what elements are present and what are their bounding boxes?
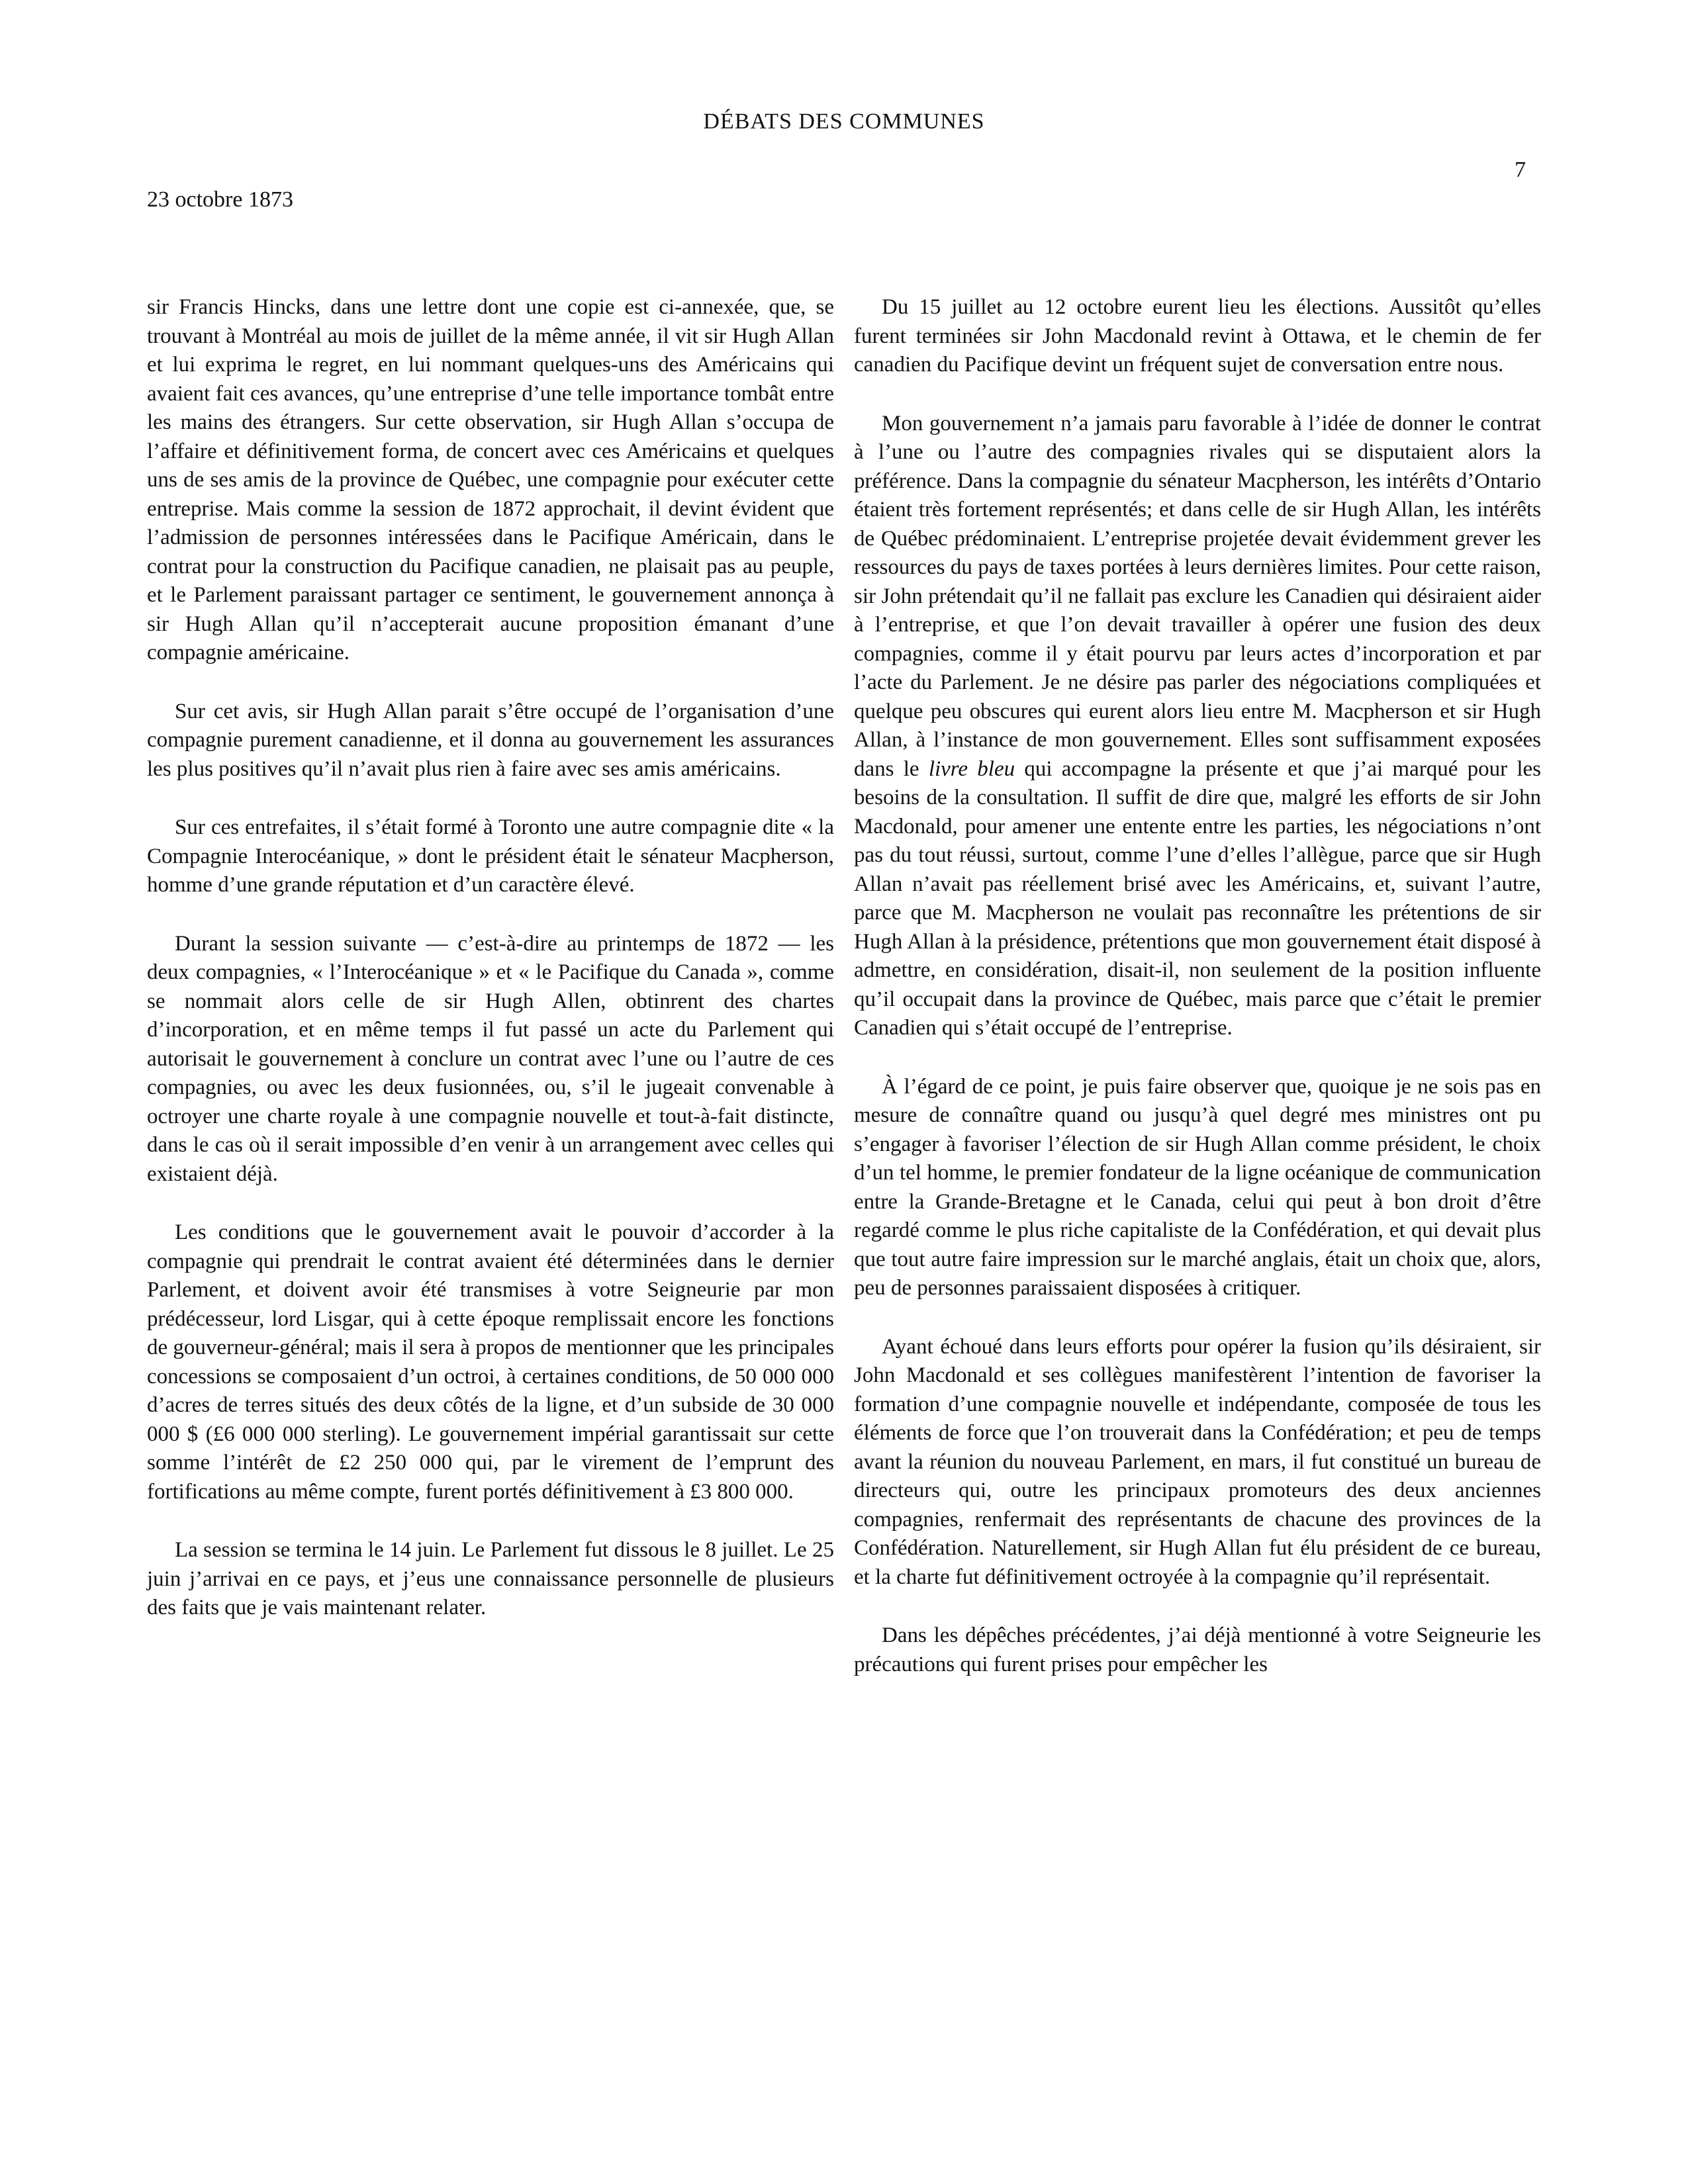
paragraph: À l’égard de ce point, je puis faire observer que, quoique je ne sois pas en mesure de connaître quand ou jusqu’à quel degré mes ministres ont pu s’engager à favoriser l’élection de sir Hugh Allan comme président, le choix d’un tel homme, le premier fondateur de la ligne océanique de communication entre la Grande-Bretagne et le Canada, celui qui peut à bon droit d’être regardé comme le plus riche capitaliste de la Confédération, et qui devait plus que tout autre faire impression sur le marché anglais, était un choix que, alors, peu de personnes paraissaient disposées à critiquer. — [854, 1074, 1541, 1300]
paragraph: Sur cet avis, sir Hugh Allan parait s’être occupé de l’organisation d’une compagnie purement canadienne, et il donna au gouvernement les assurances les plus positives qu’il n’avait plus rien à faire avec ses amis américains. — [147, 699, 834, 781]
paragraph: Sur ces entrefaites, il s’était formé à Toronto une autre compagnie dite « la Compagnie Interocéanique, » dont le président était le sénateur Macpherson, homme d’une grande réputation et d’un caractère élevé. — [147, 815, 834, 897]
left-column — [147, 293, 834, 1653]
paragraph-text: Mon gouvernement n’a jamais paru favorable à l’idée de donner le contrat à l’une ou l’autre des compagnies rivales qui se disputaient alors la préférence. Dans la compagnie du sénateur Macpherson, les intérêts d’Ontario étaient très fortement représentés; et dans celle de sir Hugh Allan, les intérêts de Québec prédominaient. L’entreprise projetée devait évidemment grever les ressources du pays de taxes portées à leurs dernières limites. Pour cette raison, sir John prétendait qu’il ne fallait pas exclure les Canadien qui désiraient aider à l’entreprise, et que l’on devait travailler à opérer une fusion des deux compagnies, comme il y était pourvu par leurs actes d’incorporation et par l’acte du Parlement. Je ne désire pas parler des négociations compliquées et quelque peu obscures qui eurent alors lieu entre M. Macpherson et sir Hugh Allan, à l’instance de mon gouvernement. Elles sont suffisamment exposées dans le — [854, 411, 1541, 781]
paragraph: Du 15 juillet au 12 octobre eurent lieu les élections. Aussitôt qu’elles furent terminées sir John Macdonald revint à Ottawa, et le chemin de fer canadien du Pacifique devint un fréquent sujet de conversation entre nous. — [854, 295, 1541, 377]
paragraph-text: qui accompagne la présente et que j’ai marqué pour les besoins de la consultation. Il suffit de dire que, malgré les efforts de sir John Macdonald, pour amener une entente entre les parties, les négociations n’ont pas du tout réussi, surtout, comme l’une d’elles l’allègue, parce que sir Hugh Allan n’avait pas réellement brisé avec les Américains, et, suivant l’autre, parce que M. Macpherson ne voulait pas reconnaître les prétentions de sir Hugh Allan à la présidence, prétentions que mon gouvernement était disposé à admettre, en considération, disait-il, non seulement de la position influente qu’il occupait dans la province de Québec, mais parce que c’était le premier Canadien qui s’était occupé de l’entreprise. — [854, 756, 1541, 1040]
sitting-date: 23 octobre 1873 — [147, 187, 293, 212]
paragraph: Les conditions que le gouvernement avait le pouvoir d’accorder à la compagnie qui prendrait le contrat avaient été déterminées dans le dernier Parlement, et doivent avoir été transmises à votre Seigneurie par mon prédécesseur, lord Lisgar, qui à cette époque remplissait encore les fonctions de gouverneur-général; mais il sera à propos de mentionner que les principales concessions se composaient d’un octroi, à certaines conditions, de 50 000 000 d’acres de terres situés des deux côtés de la ligne, et d’un subside de 30 000 000 $ (£6 000 000 sterling). Le gouvernement impérial garantissait sur cette somme l’intérêt de £2 250 000 qui, par le virement de l’emprunt des fortifications au même compte, furent portés définitivement à £3 800 000. — [147, 1220, 834, 1504]
right-column — [854, 293, 1541, 1709]
paragraph: sir Francis Hincks, dans une lettre dont une copie est ci-annexée, que, se trouvant à Montréal au mois de juillet de la même année, il vit sir Hugh Allan et lui exprima le regret, en lui nommant quelques-uns des Américains qui avaient fait ces avances, qu’une entreprise d’une telle importance tombât entre les mains des étrangers. Sur cette observation, sir Hugh Allan s’occupa de l’affaire et définitivement forma, de concert avec ces Américains et quelques uns de ses amis de la province de Québec, une compagnie pour exécuter cette entreprise. Mais comme la session de 1872 approchait, il devint évident que l’admission de personnes intéressées dans le Pacifique Américain, dans le contrat pour la construction du Pacifique canadien, ne plaisait pas au peuple, et le Parlement paraissant partager ce sentiment, le gouvernement annonça à sir Hugh Allan qu’il n’accepterait aucune proposition émanant d’une compagnie américaine. — [147, 295, 834, 664]
paragraph-with-italic — [854, 410, 1541, 1043]
italic-title-livre-bleu: livre bleu — [928, 756, 1015, 781]
paragraph: La session se termina le 14 juin. Le Parlement fut dissous le 8 juillet. Le 25 juin j’arrivai en ce pays, et j’eus une connaissance personnelle de plusieurs des faits que je vais maintenant relater. — [147, 1538, 834, 1619]
paragraph: Durant la session suivante — c’est-à-dire au printemps de 1872 — les deux compagnies, « l’Interocéanique » et « le Pacifique du Canada », comme se nommait alors celle de sir Hugh Allen, obtinrent des chartes d’incorporation, et en même temps il fut passé un acte du Parlement qui autorisait le gouvernement à conclure un contrat avec l’une ou l’autre de ces compagnies, ou avec les deux fusionnées, ou, s’il le jugeait convenable à octroyer une charte royale à une compagnie nouvelle et tout-à-fait distincte, dans le cas où il serait impossible d’en venir à un arrangement avec celles qui existaient déjà. — [147, 931, 834, 1186]
paragraph: Dans les dépêches précédentes, j’ai déjà mentionné à votre Seigneurie les précautions qui furent prises pour empêcher les — [854, 1623, 1541, 1676]
paragraph: Ayant échoué dans leurs efforts pour opérer la fusion qu’ils désiraient, sir John Macdonald et ses collègues manifestèrent l’intention de favoriser la formation d’une compagnie nouvelle et indépendante, composée de tous les éléments de force que l’on trouverait dans la Confédération; et peu de temps avant la réunion du nouveau Parlement, en mars, il fut constitué un bureau de directeurs qui, outre les principaux promoteurs des deux anciennes compagnies, renfermait des représentants de chacune des provinces de la Confédération. Naturellement, sir Hugh Allan fut élu président de ce bureau, et la charte fut définitivement octroyée à la compagnie qu’il représentait. — [854, 1334, 1541, 1589]
page-number: 7 — [1515, 158, 1526, 182]
running-title: DÉBATS DES COMMUNES — [703, 109, 985, 134]
